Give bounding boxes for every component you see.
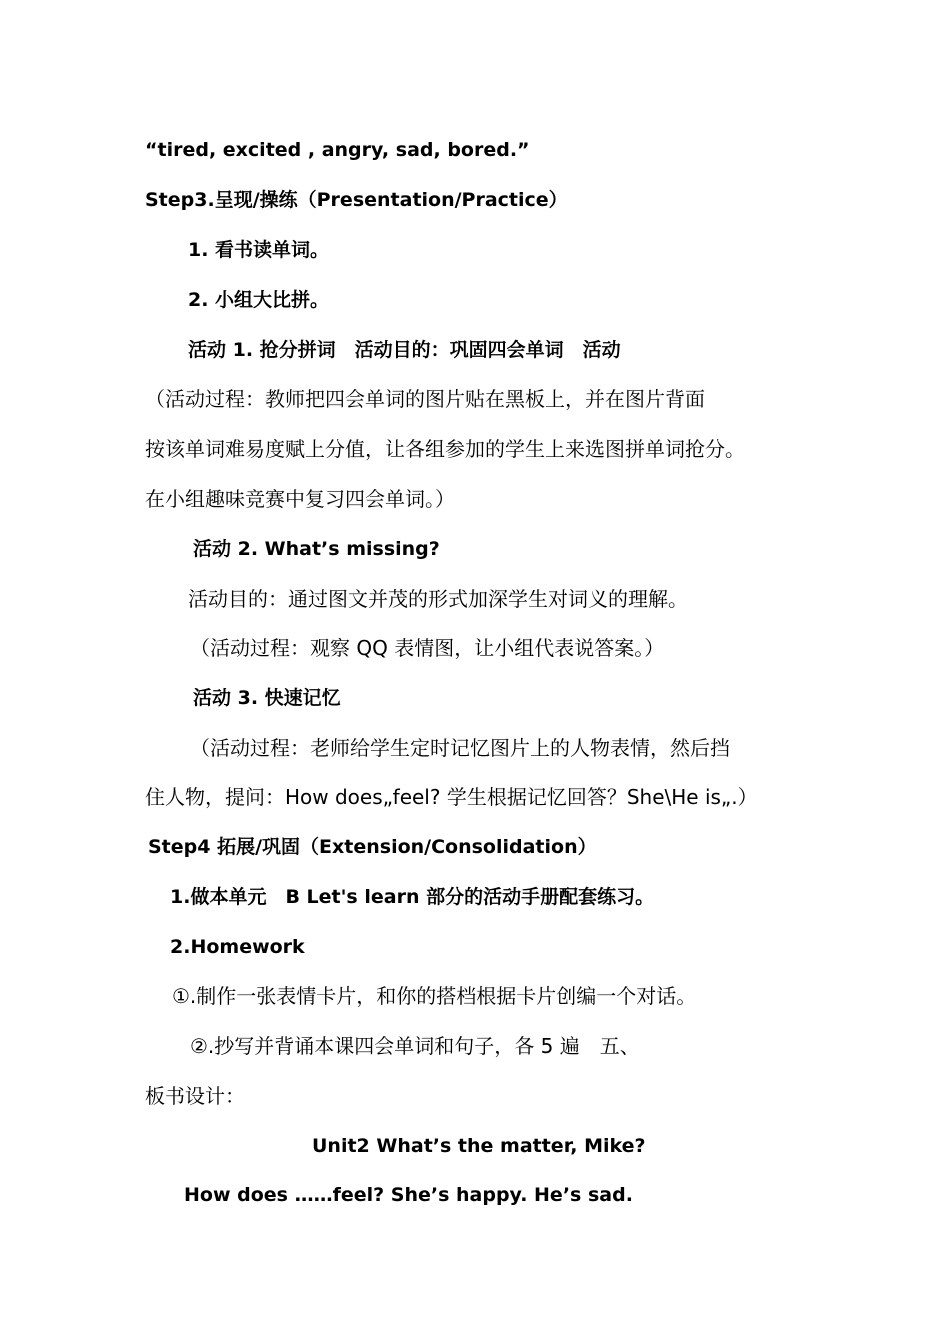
step3-item-1: 1. 看书读单词。 xyxy=(188,239,330,261)
step4-item-1: 1.做本单元 B Let's learn 部分的活动手册配套练习。 xyxy=(170,886,655,908)
blackboard-title: Unit2 What’s the matter, Mike? xyxy=(312,1135,646,1157)
activity-1-process-line-3: 在小组趣味竞赛中复习四会单词。） xyxy=(145,487,455,511)
activity-2-title: 活动 2. What’s missing? xyxy=(193,538,440,560)
blackboard-design-heading: 板书设计： xyxy=(145,1084,245,1108)
activity-3-title: 活动 3. 快速记忆 xyxy=(193,687,341,709)
activity-1-process-line-2: 按该单词难易度赋上分值，让各组参加的学生上来选图拼单词抢分。 xyxy=(145,437,745,461)
homework-task-2: ②.抄写并背诵本课四会单词和句子，各 5 遍 五、 xyxy=(190,1034,640,1058)
step4-item-2-homework: 2.Homework xyxy=(170,936,305,958)
activity-3-process-line-1: （活动过程：老师给学生定时记忆图片上的人物表情，然后挡 xyxy=(190,736,730,760)
activity-1-process-line-1: （活动过程：教师把四会单词的图片贴在黑板上，并在图片背面 xyxy=(145,387,705,411)
activity-2-process: （活动过程：观察 QQ 表情图，让小组代表说答案。） xyxy=(190,636,665,660)
step3-item-2: 2. 小组大比拼。 xyxy=(188,289,330,311)
step4-heading: Step4 拓展/巩固（Extension/Consolidation） xyxy=(148,836,597,858)
blackboard-sentence: How does ……feel? She’s happy. He’s sad. xyxy=(184,1184,633,1206)
vocabulary-list-line: “tired, excited , angry, sad, bored.” xyxy=(145,139,530,161)
activity-1-title: 活动 1. 抢分拼词 活动目的：巩固四会单词 活动 xyxy=(188,339,621,361)
activity-3-process-line-2: 住人物，提问：How does„feel? 学生根据记忆回答？She\He is„.） xyxy=(145,785,758,809)
step3-heading: Step3.呈现/操练（Presentation/Practice） xyxy=(145,189,568,211)
activity-2-goal: 活动目的：通过图文并茂的形式加深学生对词义的理解。 xyxy=(188,587,688,611)
homework-task-1: ①.制作一张表情卡片，和你的搭档根据卡片创编一个对话。 xyxy=(172,984,697,1008)
